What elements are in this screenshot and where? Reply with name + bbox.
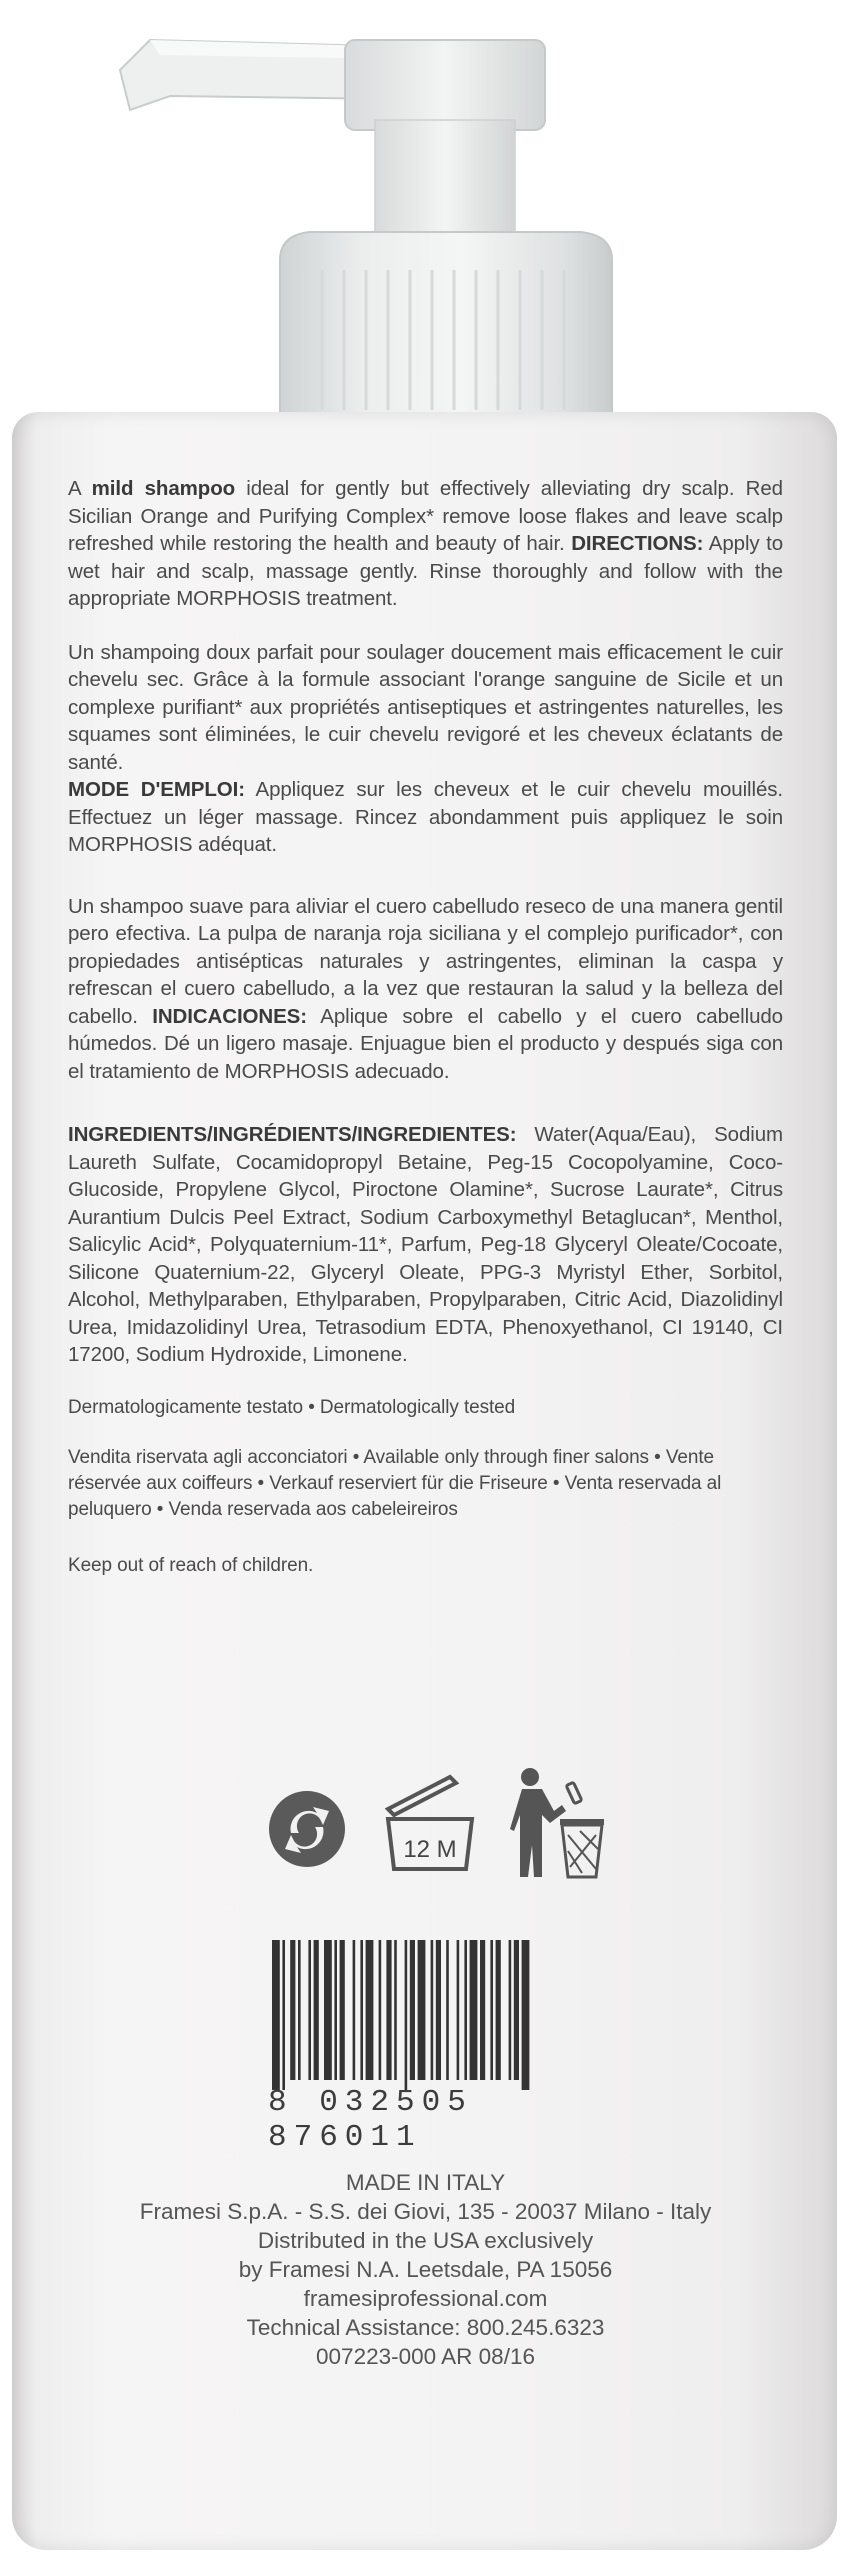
pao-label: 12 M [403,1836,457,1863]
barcode-bar [490,1940,493,2080]
barcode-bar [446,1940,449,2080]
barcode-bar [366,1940,374,2080]
barcode-bar [522,1940,530,2090]
dermatological-note: Dermatologicamente testato • Dermatologically tested [68,1396,516,1418]
made-in-italy: MADE IN ITALY [345,2170,506,2195]
manufacturer-address: Framesi S.p.A. - S.S. dei Giovi, 135 - 20037 Milano - Italy [139,2199,712,2224]
open-jar-icon [380,1769,480,1884]
barcode-bar [298,1940,301,2080]
salon-note: Vendita riservata agli acconciatori • Available only through finer salons • Vente réservée aux coiffeurs • Verkauf reserviert für die Friseure • Venta reservada al peluquero • Venda reservada aos cabeleireiros [68,1446,722,1520]
barcode-bar [464,1940,467,2080]
barcode-bar [353,1940,356,2080]
barcode-bar [379,1940,382,2080]
barcode-bar [308,1940,311,2080]
barcode-bar [405,1940,408,2090]
barcode-bar [470,1940,478,2080]
english-description: A mild shampoo ideal for gently but effectively alleviating dry scalp. Red Sicilian Orange and Purifying Complex* remove loose flakes and leave scalp refreshed while restoring the health and beauty of hair. DIRECTIONS: Apply to wet hair and scalp, massage gently. Rinse thoroughly and follow with the appropriate MORPHOSIS treatment. [68,477,783,610]
spanish-description: Un shampoo suave para aliviar el cuero cabelludo reseco de una manera gentil pero efectiva. La pulpa de naranja roja siciliana y el complejo purificador*, con propiedades antisépticas naturales y astringentes, eliminan la caspa y refrescan el cuero cabelludo, a la vez que restauran la salud y la belleza del cabello. INDICACIONES: Aplique sobre el cabello y el cuero cabelludo húmedos. Dé un ligero masaje. Enjuague bien el producto y después siga con el tratamiento de MORPHOSIS adecuado. [68,894,783,1083]
barcode-bar [314,1940,319,2080]
barcode-bar [496,1940,501,2080]
barcode-bar [334,1940,337,2080]
barcode-bar [324,1940,332,2080]
distributor-address: by Framesi N.A. Leetsdale, PA 15056 [238,2257,613,2282]
barcode-bar [436,1940,441,2080]
barcode-bar [272,1940,280,2090]
barcode-bar [509,1940,512,2080]
french-description: Un shampoing doux parfait pour soulager doucement mais efficacement le cuir chevelu sec. Grâce à la formule associant l'orange sanguine de Sicile et un complexe purifiant* aux propriétés antiseptiques et astringentes naturelles, les squames sont éliminées, le cuir chevelu revigoré et les cheveux éclatants de santé. MODE D'EMPLOI: Appliquez sur les cheveux et le cuir chevelu mouillés. Effectuez un léger massage. Rincez abondamment puis appliquez le soin MORPHOSIS adéquat. [68,640,783,856]
barcode-bar [386,1940,391,2080]
barcode-number: 8 032505 876011 [268,2085,473,2155]
barcode-bar [480,1940,485,2080]
barcode-bar [290,1940,295,2080]
barcode-bar [410,1940,415,2080]
technical-assistance: Technical Assistance: 800.245.6323 [246,2315,605,2340]
children-warning: Keep out of reach of children. [68,1554,314,1576]
recycle-icon [265,1787,349,1876]
ingredients: INGREDIENTS/INGRÉDIENTS/INGREDIENTES: Water(Aqua/Eau), Sodium Laureth Sulfate, Cocamidopropyl Betaine, Peg-15 Cocopolyamine, Coco-Glucoside, Propylene Glycol, Piroctone Olamine*, Sucrose Laurate*, Citrus Aurantium Dulcis Peel Extract, Sodium Carboxymethyl Betaglucan*, Menthol, Salicylic Acid*, Polyquaternium-11*, Parfum, Peg-18 Glyceryl Oleate/Cocoate, Silicone Quaternium-22, Glyceryl Oleate, PPG-3 Myristyl Ether, Sorbitol, Alcohol, Methylparaben, Ethylparaben, Propylparaben, Citric Acid, Diazolidinyl Urea, Imidazolidinyl Urea, Tetrasodium EDTA, Phenoxyethanol, CI 19140, CI 17200, Sodium Hydroxide, Limonene. [68,1123,783,1366]
barcode-bar [431,1940,434,2080]
barcode-bar [418,1940,426,2080]
barcode-bar [457,1940,460,2080]
trash-bin-icon [510,1765,610,1890]
website: framesiprofessional.com [303,2286,548,2311]
distribution-note: Distributed in the USA exclusively [257,2228,594,2253]
symbol-row [200,1765,620,1905]
pump-dispenser [0,0,853,420]
manufacturer-info [68,2168,783,2371]
barcode-bar [394,1940,397,2080]
barcode-bar [340,1940,345,2080]
barcode-bar [282,1940,285,2090]
product-code: 007223-000 AR 08/16 [316,2344,535,2369]
barcode-bar [360,1940,363,2080]
barcode-bar [514,1940,519,2080]
